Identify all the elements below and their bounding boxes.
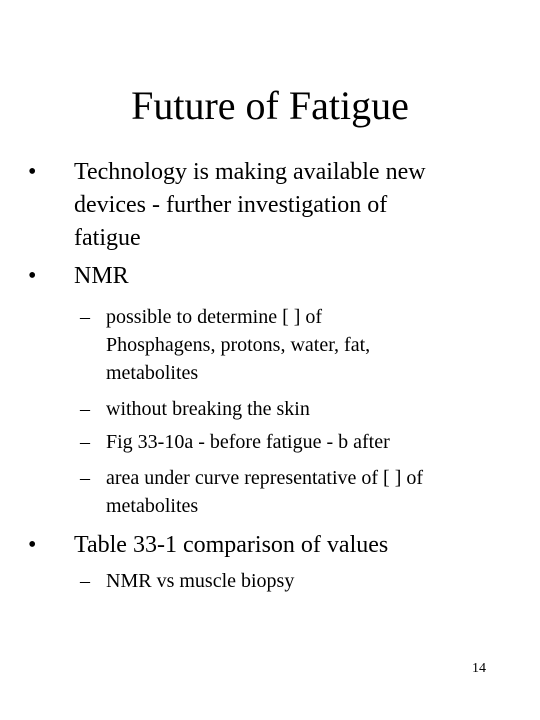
subitem-line: Phosphagens, protons, water, fat, (106, 334, 371, 356)
subitem-line: possible to determine [ ] of (106, 306, 323, 328)
dash-marker: – (80, 431, 90, 453)
bullet-marker: • (28, 263, 37, 289)
subitem-line: metabolites (106, 362, 199, 384)
slide-title: Future of Fatigue (131, 83, 409, 128)
subitem-text (106, 567, 294, 595)
subitem-text (106, 464, 423, 520)
subitem-line: without breaking the skin (106, 398, 310, 420)
bullet-marker: • (28, 159, 37, 185)
bullet-text (74, 260, 129, 293)
dash-marker: – (80, 306, 90, 328)
dash-marker: – (80, 570, 90, 592)
subitem-line: area under curve representative of [ ] of (106, 467, 424, 489)
subitem-text (106, 395, 310, 423)
subitem-text (106, 303, 370, 387)
subitem-text (106, 428, 390, 456)
bullet-line: NMR (74, 263, 129, 289)
page-number: 14 (472, 661, 486, 676)
bullet-line: fatigue (74, 225, 141, 251)
bullet-text (74, 529, 388, 562)
dash-marker: – (80, 398, 90, 420)
bullet-line: Table 33-1 comparison of values (74, 532, 389, 558)
bullet-line: devices - further investigation of (74, 192, 388, 218)
subitem-line: Fig 33-10a - before fatigue - b after (106, 431, 390, 453)
bullet-marker: • (28, 532, 37, 558)
dash-marker: – (80, 467, 90, 489)
subitem-line: NMR vs muscle biopsy (106, 570, 295, 592)
bullet-text (74, 156, 426, 255)
bullet-line: Technology is making available new (74, 159, 426, 185)
subitem-line: metabolites (106, 495, 199, 517)
